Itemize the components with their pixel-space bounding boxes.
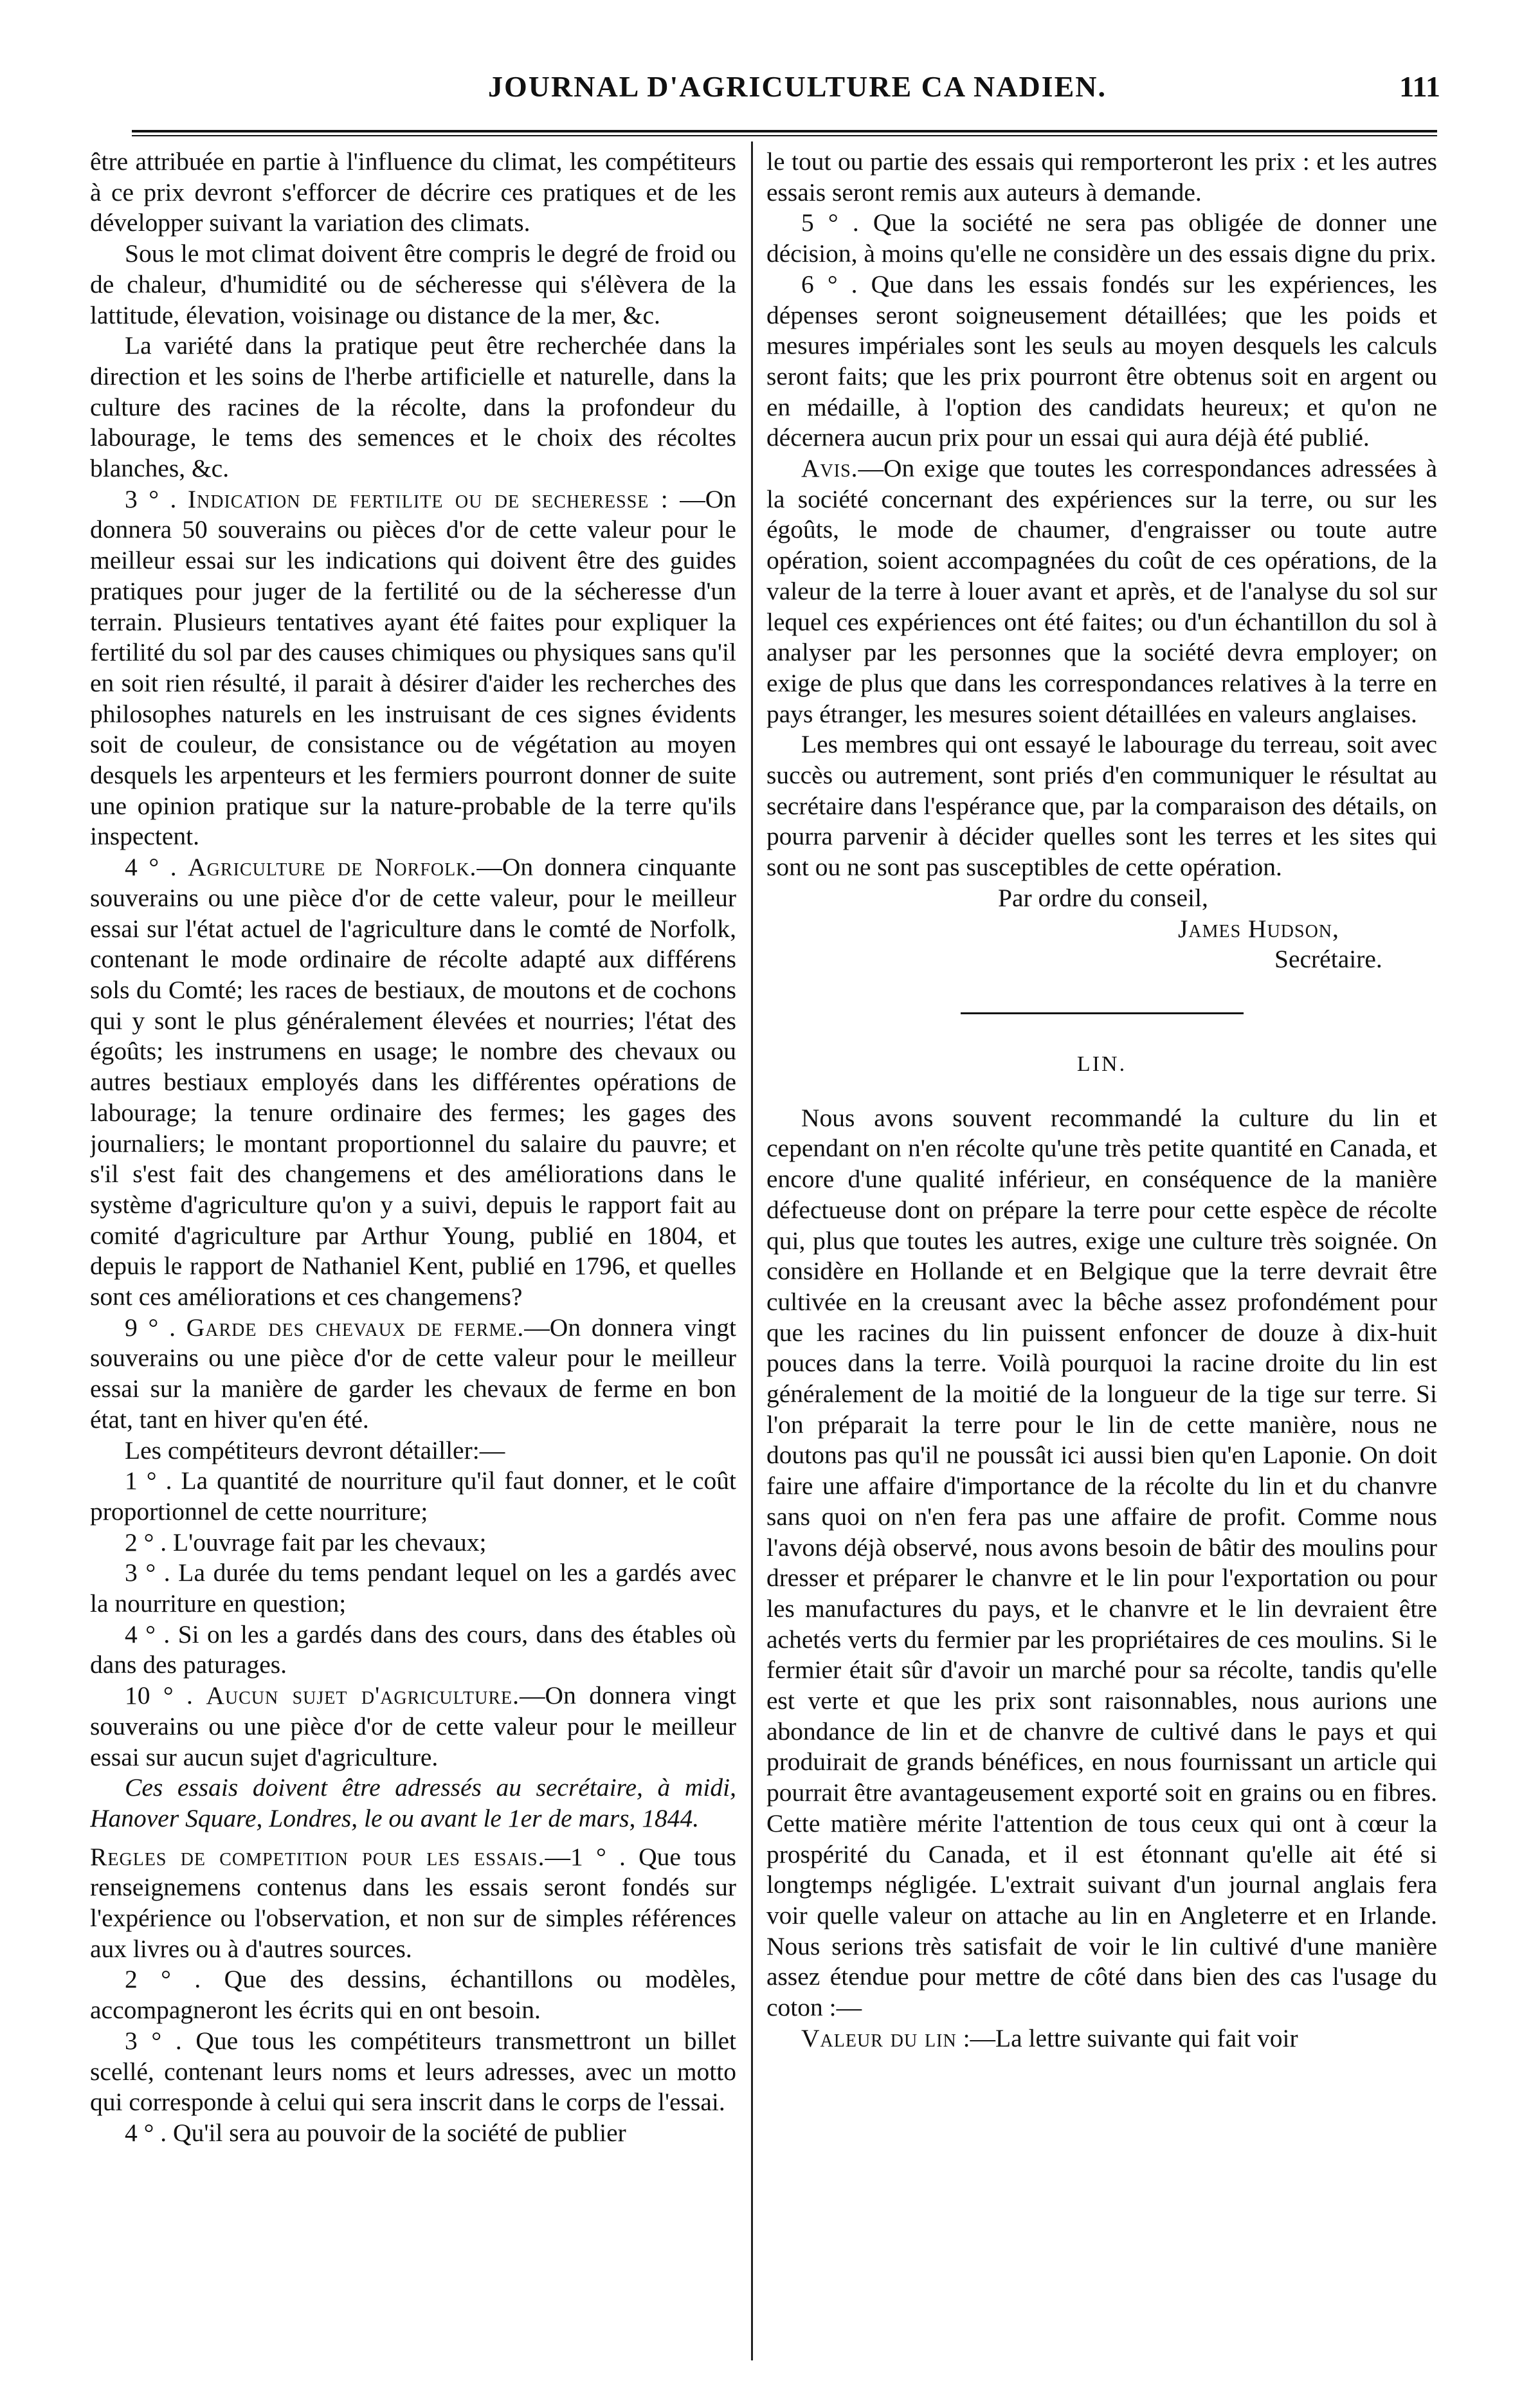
list-item: 6 ° . Que dans les essais fondés sur les expériences, les dépenses seront soigneusement détaillées; que les poids et mesures impériales sont les seuls au moyen desquels les calculs seront faits; que les prix pourront être obtenus soit en argent ou en médaille, à l'option des candidats heureux; et qu'on ne décernera aucun prix pour un essai qui aura déjà été publié. bbox=[766, 269, 1437, 452]
list-item: 2 ° . L'ouvrage fait par les chevaux; bbox=[125, 1528, 487, 1556]
list-item: 1 ° . La quantité de nourriture qu'il faut donner, et le coût proportionnel de cette nourriture; bbox=[90, 1466, 736, 1526]
paragraph-text: —1 ° . Que tous renseignemens contenus dans les essais seront fondés sur l'expérience ou l'observation, et non sur de simples références aux livres ou à d'autres sources. bbox=[90, 1842, 736, 1963]
header-rule bbox=[132, 130, 1437, 132]
list-item: 3 ° . La durée du tems pendant lequel on les a gardés avec la nourriture en question; bbox=[90, 1558, 736, 1618]
paragraph: Sous le mot climat doivent être compris le degré de froid ou de chaleur, d'humidité ou de sécheresse qui s'élèvera de la lattitude, élevation, voisinage ou distance de la mer, &c. bbox=[90, 239, 736, 329]
paragraph: le tout ou partie des essais qui remporteront les prix : et les autres essais seront remis aux auteurs à demande. bbox=[766, 147, 1437, 206]
paragraph: La variété dans la pratique peut être recherchée dans la direction et les soins de l'herbe artificielle et naturelle, dans la culture des racines de la récolte, dans la profondeur du labourage, le tems des semences et le choix des récoltes blanches, &c. bbox=[90, 331, 736, 483]
section-heading: Regles de competition pour les essais. bbox=[90, 1842, 545, 1871]
paragraph: Nous avons souvent recommandé la culture du lin et cependant on n'en récolte qu'une très petite quantité en Canada, et encore d'une qualité inférieur, en conséquence de la manière défectueuse dont on prépare la terre pour cette espèce de récolte qui, plus que toutes les autres, exige une culture très soignée. On considère en Hollande et en Belgique que la terre devrait être cultivée en la creusant avec la bêche assez profondément pour que les racines du lin puissent enfoncer de douze à dix-huit pouces dans la terre. Voilà pourquoi la racine droite du lin est généralement de la moitié de la longueur de la tige sur terre. Si l'on préparait la terre pour le lin de cette manière, nous ne doutons pas qu'il ne poussât ici aussi bien qu'en Laponie. On doit faire une affaire d'importance de la récolte du lin et du chanvre sans quoi on n'en fera pas une affaire de profit. Comme nous l'avons déjà observé, nous avons besoin de bâtir des moulins pour dresser et préparer le chanvre et le lin pour l'exportation ou pour les manufactures du pays, et le chanvre et le lin devraient être achetés verts du fermier par les propriétaires de ces moulins. Si le fermier était sûr d'avoir un marché pour sa récolte, tandis qu'elle est verte et que les prix sont raisonnables, nous aurions une abondance de lin et de chanvre de cultivé dans le pays et qui produirait de grands bénéfices, en nous fournissant un article qui pourrait être avantageusement exporté soit en grains ou en fibres. Cette matière mérite l'attention de tous ceux qui ont à cœur la prospérité du Canada, et il est étonnant qu'elle ait été si longtemps négligée. L'extrait suivant d'un journal anglais fera voir quelle valeur on attache au lin en Angleterre et en Irlande. Nous serions très satisfait de voir le lin cultivé d'une manière assez étendue pour mettre de côté dans bien des cas l'usage du coton :— bbox=[766, 1103, 1437, 2022]
paragraph-text: :—La lettre suivante qui fait voir bbox=[963, 2023, 1298, 2052]
paragraph-text: —On exige que toutes les correspondances adressées à la société concernant des expériences sur la terre, ou sur les égoûts, le mode de chaumer, d'engraisser ou toute autre opération, soient accompagnées du coût de ces opérations, de la valeur de la terre à louer avant et après, et de l'analyse du sol sur lequel ces expériences ont été faites; ou d'un échantillon du sol à analyser par les personnes que la société devra employer; on exige de plus que dans les correspondances relatives à la terre en pays étranger, les mesures soient détaillées en valeurs anglaises. bbox=[766, 454, 1437, 728]
paragraph-horses bbox=[90, 1313, 736, 1436]
column-divider bbox=[751, 141, 753, 2360]
section-heading: Agriculture de Norfolk. bbox=[188, 853, 477, 882]
section-heading: Valeur du lin bbox=[801, 2023, 957, 2052]
list-item: 3 ° . Que tous les compétiteurs transmettront un billet scellé, contenant leurs noms et leurs adresses, avec un motto qui corresponde à celui qui sera inscrit dans le corps de l'essai. bbox=[90, 2026, 736, 2117]
section-heading: Indication de fertilite ou de secheresse : bbox=[187, 484, 669, 513]
list-item: 2 ° . Que des dessins, échantillons ou modèles, accompagneront les écrits qui en ont besoin. bbox=[90, 1965, 736, 2025]
item-number: 3 ° . bbox=[125, 484, 177, 513]
paragraph-rules bbox=[90, 1842, 736, 1965]
section-divider bbox=[961, 1012, 1244, 1014]
paragraph-norfolk bbox=[90, 852, 736, 1313]
section-title-lin: LIN. bbox=[1076, 1052, 1127, 1076]
header-rule-thin bbox=[132, 135, 1437, 136]
list-item: 4 ° . Si on les a gardés dans des cours, dans des étables où dans des paturages. bbox=[90, 1619, 736, 1679]
section-heading: Avis. bbox=[801, 454, 858, 483]
paragraph-any-subject bbox=[90, 1681, 736, 1773]
item-number: 10 ° . bbox=[125, 1681, 193, 1710]
signature-name: James Hudson, bbox=[1178, 914, 1339, 943]
paragraph: Les compétiteurs devront détailler:— bbox=[125, 1436, 505, 1464]
paragraph-notice bbox=[766, 453, 1437, 729]
spacer bbox=[90, 1834, 736, 1842]
signature-role: Secrétaire. bbox=[1274, 945, 1382, 974]
address-note: Ces essais doivent être adressés au secrétaire, à midi, Hanover Square, Londres, le ou avant le 1er de mars, 1844. bbox=[90, 1773, 736, 1832]
page-header bbox=[135, 69, 1440, 114]
page-number: 111 bbox=[1399, 70, 1440, 103]
section-heading: Garde des chevaux de ferme. bbox=[186, 1313, 525, 1342]
paragraph-text: —On donnera cinquante souverains ou une pièce d'or de cette valeur, pour le meilleur essai sur l'état actuel de l'agriculture dans le comté de Norfolk, contenant le mode ordinaire de récolte adapté aux différens sols du Comté; les races de bestiaux, de moutons et de cochons qui y sont le plus généralement élevées et nourries; l'état des égoûts; les instrumens en usage; le nombre des chevaux ou autres bestiaux employés dans les différentes opérations de labourage; la tenure ordinaire des fermes; les gages des journaliers; le montant proportionnel du salaire du pauvre; et s'il s'est fait des changemens et des améliorations dans le système d'agriculture qu'on y a suivi, depuis le rapport fait au comité d'agriculture par Arthur Young, publié en 1804, et depuis le rapport de Nathaniel Kent, publié en 1796, et quelles sont ces améliorations et ces changemens? bbox=[90, 853, 736, 1311]
paragraph-fertility bbox=[90, 484, 736, 852]
right-column bbox=[766, 147, 1437, 2378]
item-number: 4 ° . bbox=[125, 853, 177, 882]
list-item: 4 ° . Qu'il sera au pouvoir de la société de publier bbox=[125, 2119, 626, 2147]
paragraph-text: —On donnera vingt souverains ou une pièce d'or de cette valeur pour le meilleur essai sur aucun sujet d'agriculture. bbox=[90, 1681, 736, 1771]
paragraph: Les membres qui ont essayé le labourage du terreau, soit avec succès ou autrement, sont priés d'en communiquer le résultat au secrétaire dans l'espérance que, par la comparaison des détails, on pourra parvenir à décider quelles sont les terres et les sites qui sont ou ne sont pas susceptibles de cette opération. bbox=[766, 730, 1437, 882]
item-number: 9 ° . bbox=[125, 1313, 176, 1342]
list-item: 5 ° . Que la société ne sera pas obligée de donner une décision, à moins qu'elle ne considère un des essais digne du prix. bbox=[766, 208, 1437, 268]
journal-title: JOURNAL D'AGRICULTURE CA NADIEN. bbox=[488, 70, 1107, 103]
paragraph-text: —On donnera vingt souverains ou une pièce d'or de cette valeur pour le meilleur essai sur la manière de garder les chevaux de ferme en bon état, tant en hiver qu'en été. bbox=[90, 1313, 736, 1434]
left-column bbox=[90, 147, 736, 2378]
paragraph-flax-value bbox=[766, 2023, 1437, 2054]
section-heading: Aucun sujet d'agriculture. bbox=[206, 1681, 520, 1710]
paragraph-text: —On donnera 50 souverains ou pièces d'or de cette valeur pour le meilleur essai sur les indications qui doivent être des guides pratiques pour juger de la fertilité ou de la sécheresse d'un terrain. Plusieurs tentatives ayant été faites pour expliquer la fertilité du sol par des causes chimiques ou physiques sans qu'il en soit rien résulté, il parait à désirer d'aider les recherches des philosophes naturels en les instruisant de ces signes évidents soit de couleur, de consistance ou de végétation au moyen desquels les arpenteurs et les fermiers pourront donner de suite une opinion pratique sur la nature-probable de la terre qu'ils inspectent. bbox=[90, 484, 736, 851]
paragraph: être attribuée en partie à l'influence du climat, les compétiteurs à ce prix devront s'efforcer de décrire ces pratiques et de les développer suivant la variation des climats. bbox=[90, 147, 736, 237]
signature-order: Par ordre du conseil, bbox=[998, 883, 1208, 912]
